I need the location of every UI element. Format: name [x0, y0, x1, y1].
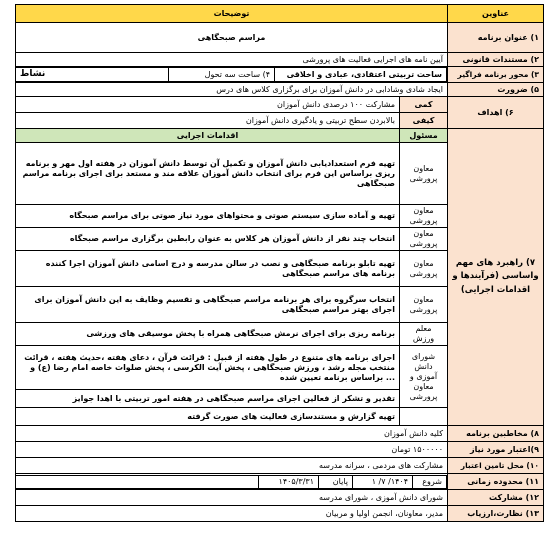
- strategies-header-row: [15, 129, 543, 143]
- strategy-action: انتخاب چند نفر از دانش آموزان هر کلاس به عنوان رابطین برگزاری مراسم صبحگاه: [15, 228, 399, 251]
- strategy-action: تهیه فرم استعدادیابی دانش آموزان و تکمیل آن توسط دانش آموزان در هفته اول مهر و برنامه ریزی براساس این فرم برای انتخاب دانش آموزان علاقه مند و مستعد برای اجرای برنامه مراسم صبحگاهی: [15, 143, 399, 205]
- strategies-label: ۷) راهبرد های مهم واساسی (فرآیندها و اقدامات اجرایی): [448, 129, 544, 426]
- strategy-resp: [400, 408, 448, 426]
- participation-value: شورای دانش آموزی ، شورای مدرسه: [15, 490, 447, 506]
- strategy-resp: شورای دانش آموزی و معاون پرورشی: [400, 346, 448, 408]
- strategy-resp: معاون پرورشی: [400, 205, 448, 228]
- actions-header: اقدامات اجرایی: [15, 129, 399, 143]
- audience-value: کلیه دانش آموزان: [15, 426, 447, 442]
- necessity-label: ۵) ضرورت: [448, 83, 544, 97]
- strategy-action: تهیه تابلو برنامه صبحگاهی و نصب در سالن مدرسه و درج اسامی دانش آموزان اجرا کننده برنامه های مراسم صبحگاهی: [15, 251, 399, 287]
- timeframe-row: [15, 474, 543, 490]
- start-value: ۱۴۰۴/ ۷/ ۱: [353, 475, 413, 488]
- legal-row: [15, 53, 543, 67]
- title-row: [15, 23, 543, 53]
- supervision-value: مدیر، معاونان، انجمن اولیا و مربیان: [15, 506, 447, 522]
- legal-value: آیین نامه های اجرایی فعالیت های پرورشی: [15, 53, 447, 67]
- strategy-resp: معلم ورزش: [400, 323, 448, 346]
- headings-header: عناوین: [448, 5, 544, 23]
- axis-activity: نشاط: [16, 68, 169, 82]
- title-label: ۱) عنوان برنامه: [448, 23, 544, 53]
- necessity-row: [15, 83, 543, 97]
- resp-header: مسئول: [400, 129, 448, 143]
- program-form: [16, 4, 544, 560]
- strategy-resp: معاون پرورشی: [400, 287, 448, 323]
- strategy-action: تقدیر و تشکر از فعالین اجرای مراسم صبحگاهی در هفته امور تربیتی با اهدا جوایز: [15, 390, 399, 408]
- end-label: پایان: [319, 475, 353, 488]
- strategy-action: تهیه و آماده سازی سیستم صوتی و محتواهای مورد نیاز صوتی برای مراسم صبحگاه: [15, 205, 399, 228]
- participation-row: [15, 490, 543, 506]
- strategy-action: انتخاب سرگروه برای هر برنامه مراسم صبحگاهی و تقسیم وظایف به این دانش آموزان برای اجرای بهتر مراسم صبحگاهی: [15, 287, 399, 323]
- budget-row: [15, 442, 543, 458]
- start-label: شروع: [413, 475, 447, 488]
- descriptions-header: توضیحات: [15, 5, 447, 23]
- header-row: [15, 5, 543, 23]
- axis-session: ۴) ساحت سه تحول: [169, 68, 275, 82]
- necessity-value: ایجاد شادی وشادابی در دانش آموزان برای برگزاری کلاس های درس: [15, 83, 447, 97]
- goals-qual-value: بالابردن سطح تربیتی و یادگیری دانش آموزان: [15, 113, 399, 129]
- supervision-label: ۱۳) نظارت،ارزیاب: [448, 506, 544, 522]
- goals-qual-label: کیفی: [400, 113, 448, 129]
- participation-label: ۱۲) مشارکت: [448, 490, 544, 506]
- funding-row: [15, 458, 543, 474]
- legal-label: ۲) مستندات قانونی: [448, 53, 544, 67]
- axis-label: ۳) محور برنامه فراگیر: [448, 67, 544, 83]
- supervision-row: [15, 506, 543, 522]
- end-value: ۱۴۰۵/۳/۳۱: [259, 475, 319, 488]
- axis-value: ساحت تربیتی اعتقادی، عبادی و اخلاقی: [275, 68, 447, 82]
- axis-sub-table: [16, 67, 447, 82]
- strategy-resp: معاون پرورشی: [400, 251, 448, 287]
- goals-quant-label: کمی: [400, 97, 448, 113]
- strategy-action: تهیه گزارش و مستندسازی فعالیت های صورت گرفته: [15, 408, 399, 426]
- strategy-action: برنامه ریزی برای اجرای نرمش صبحگاهی همراه با پخش موسیقی های ورزشی: [15, 323, 399, 346]
- funding-label: ۱۰) محل تامین اعتبار: [448, 458, 544, 474]
- funding-value: مشارکت های مردمی ، سرانه مدرسه: [15, 458, 447, 474]
- audience-row: [15, 426, 543, 442]
- program-title: مراسم صبحگاهی: [15, 23, 447, 53]
- timeframe-spacer: [16, 475, 259, 488]
- budget-value: ۱۵۰۰۰۰۰ تومان: [15, 442, 447, 458]
- timeframe-label: ۱۱) محدوده زمانی: [448, 474, 544, 490]
- strategy-action: اجرای برنامه های متنوع در طول هفته از قبیل : قرائت قرآن ، دعای هفته ،حدیث هفته ، قرائت منتخب مجله رشد ، ورزش صبحگاهی ، پخش آیت الکرسی ، پخش صلوات خاصه امام رضا (ع) و ... براساس برنامه تعیین شده: [15, 346, 399, 390]
- budget-label: ۹)اعتبار مورد نیاز: [448, 442, 544, 458]
- axis-row: [15, 67, 543, 83]
- program-table: [15, 4, 544, 522]
- goals-label: ۶) اهداف: [448, 97, 544, 129]
- strategy-resp: معاون پرورشی: [400, 228, 448, 251]
- strategy-resp: معاون پرورشی: [400, 143, 448, 205]
- goals-quant-value: مشارکت ۱۰۰ درصدی دانش آموزان: [15, 97, 399, 113]
- goals-quant-row: [15, 97, 543, 113]
- timeframe-sub-table: [16, 475, 447, 489]
- audience-label: ۸) مخاطبین برنامه: [448, 426, 544, 442]
